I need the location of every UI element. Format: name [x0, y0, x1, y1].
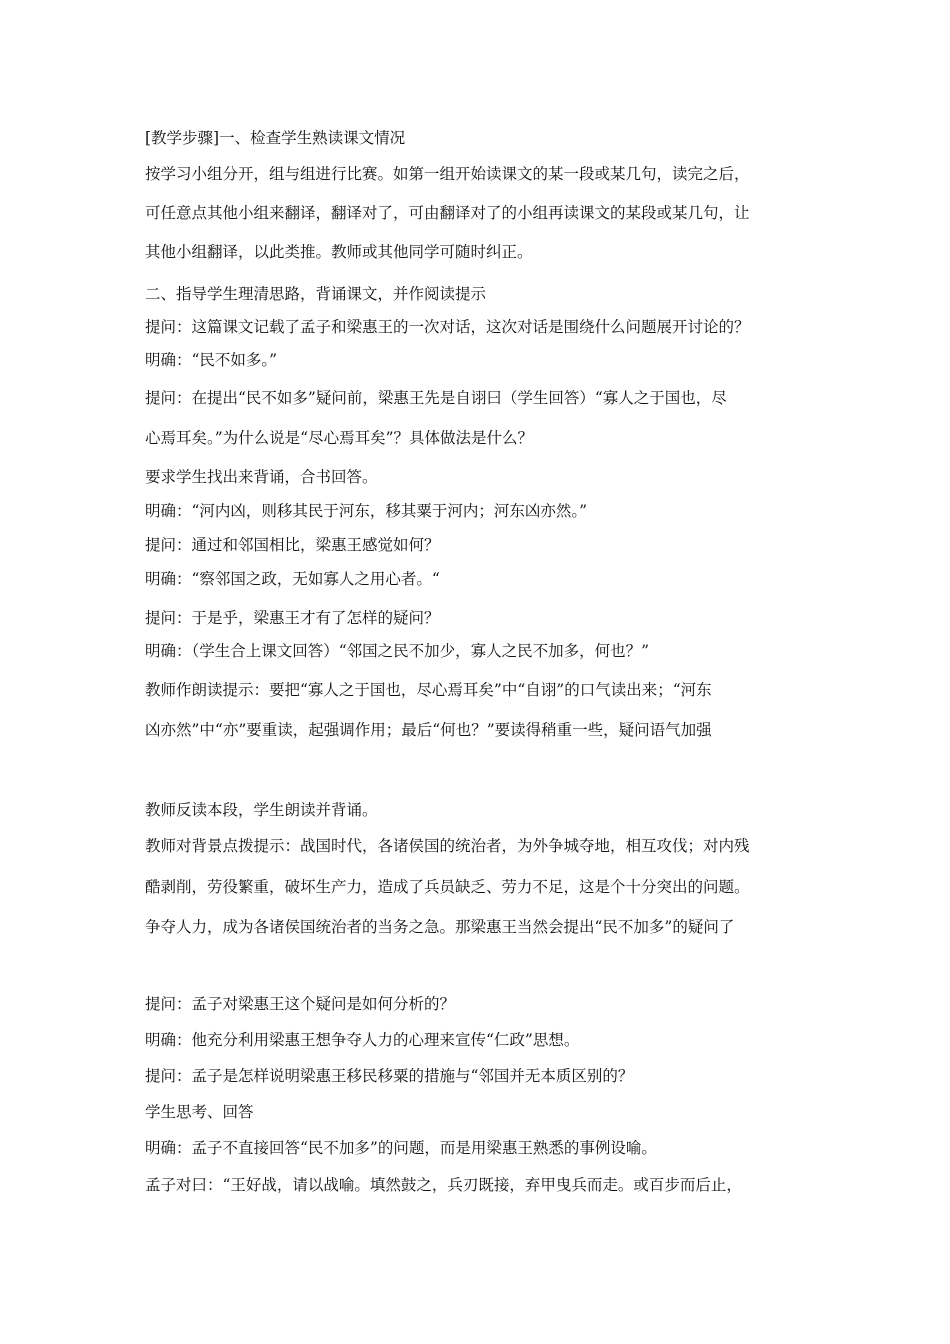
text-line-14: 提问：于是乎，梁惠王才有了怎样的疑问？ [145, 609, 440, 627]
text-line-15: 明确：（学生合上课文回答）“邻国之民不加少，寡人之民不加多，何也？” [145, 642, 650, 660]
text-line-9: 心焉耳矣。”为什么说是“尽心焉耳矣”？具体做法是什么？ [145, 429, 534, 447]
text-line-24: 提问：孟子是怎样说明梁惠王移民移粟的措施与“邻国并无本质区别的？ [145, 1067, 634, 1085]
text-line-13: 明确：“察邻国之政，无如寡人之用心者。“ [145, 570, 440, 588]
text-line-4: 其他小组翻译，以此类推。教师或其他同学可随时纠正。 [145, 243, 533, 261]
text-line-5: 二、指导学生理清思路，背诵课文，并作阅读提示 [145, 285, 487, 303]
text-line-6: 提问：这篇课文记载了孟子和梁惠王的一次对话，这次对话是围绕什么问题展开讨论的？ [145, 318, 750, 336]
text-line-16: 教师作朗读提示：要把“寡人之于国也，尽心焉耳矣”中“自诩”的口气读出来；“河东 [145, 681, 712, 699]
text-line-22: 提问：孟子对梁惠王这个疑问是如何分析的？ [145, 995, 456, 1013]
text-line-23: 明确：他充分利用梁惠王想争夺人力的心理来宣传“仁政”思想。 [145, 1031, 580, 1049]
text-line-27: 孟子对曰：“王好战，请以战喻。填然鼓之，兵刃既接，弃甲曳兵而走。或百步而后止， [145, 1176, 742, 1194]
text-line-3: 可任意点其他小组来翻译，翻译对了，可由翻译对了的小组再读课文的某段或某几句，让 [145, 204, 750, 222]
text-line-20: 酷剥削，劳役繁重，破坏生产力，造成了兵员缺乏、劳力不足，这是个十分突出的问题。 [145, 878, 750, 896]
text-line-26: 明确：孟子不直接回答“民不加多”的问题，而是用梁惠王熟悉的事例设喻。 [145, 1139, 657, 1157]
text-line-11: 明确：“河内凶，则移其民于河东，移其粟于河内；河东凶亦然。” [145, 502, 588, 520]
text-line-8: 提问：在提出“民不如多”疑问前，梁惠王先是自诩曰（学生回答）“寡人之于国也，尽 [145, 389, 727, 407]
text-line-17: 凶亦然”中“亦”要重读，起强调作用；最后“何也？”要读得稍重一些，疑问语气加强 [145, 721, 712, 739]
text-line-25: 学生思考、回答 [145, 1103, 254, 1121]
text-line-10: 要求学生找出来背诵，合书回答。 [145, 468, 378, 486]
text-line-19: 教师对背景点拨提示：战国时代，各诸侯国的统治者，为外争城夺地，相互攻伐；对内残 [145, 837, 750, 855]
text-line-18: 教师反读本段，学生朗读并背诵。 [145, 801, 378, 819]
text-line-21: 争夺人力，成为各诸侯国统治者的当务之急。那梁惠王当然会提出“民不加多”的疑问了 [145, 918, 735, 936]
text-line-2: 按学习小组分开，组与组进行比赛。如第一组开始读课文的某一段或某几句，读完之后， [145, 165, 750, 183]
text-line-7: 明确：“民不如多。” [145, 351, 278, 369]
text-line-1: [教学步骤]一、检查学生熟读课文情况 [145, 129, 406, 147]
text-line-12: 提问：通过和邻国相比，梁惠王感觉如何？ [145, 536, 440, 554]
